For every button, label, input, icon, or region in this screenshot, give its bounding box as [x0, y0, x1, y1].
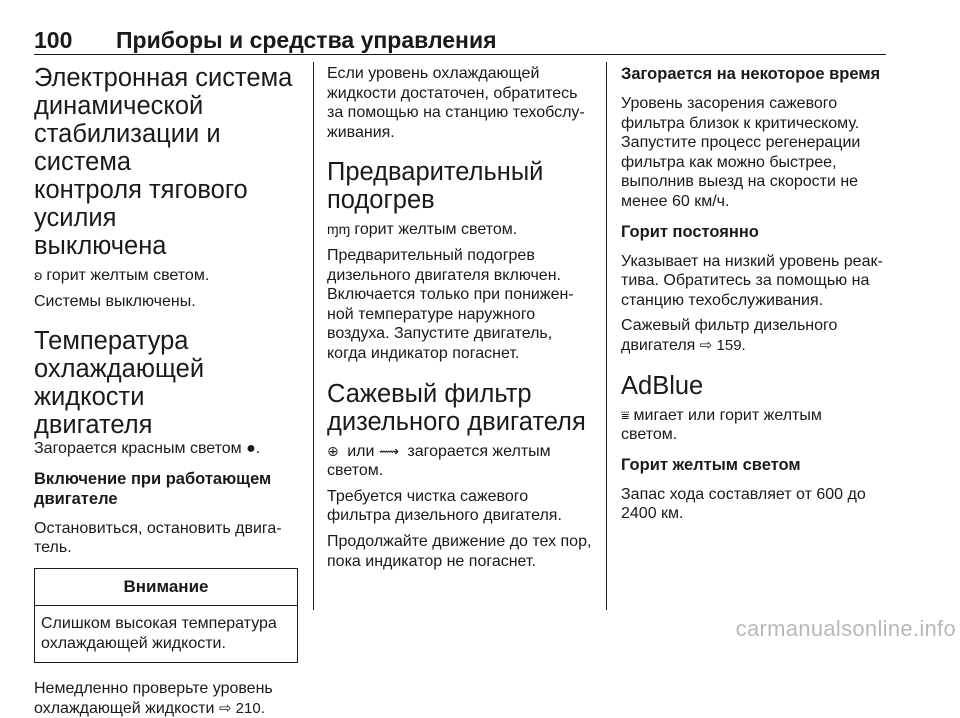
page-reference-link[interactable]: ⇨ 159. [699, 336, 746, 354]
coolant-status-text: Загорается красным светом ●. [34, 440, 261, 458]
page-reference-link[interactable]: ⇨ 210. [218, 699, 265, 717]
esc-off-icon: ꞝ [34, 267, 43, 283]
temporary-description-text: Уровень засорения сажевого фильтра близок к критическому. Запустите процесс регенерации фильтра как можно быстрее, выполнив выезд на скорости не менее 60 км/ч. [621, 95, 861, 210]
column-3 [621, 64, 889, 524]
column-2 [327, 64, 593, 571]
page-header [34, 26, 886, 55]
watermark: carmanualsonline.info [735, 616, 956, 641]
page-title: Приборы и средства управления [116, 27, 497, 53]
notice-body: Слишком высокая температура охлаждающей жидкости. [41, 614, 277, 652]
dpf-status-text: ⊕ или ⟿ загорается желтым светом. [327, 442, 551, 480]
preheat-description-text: Предварительный подогрев дизельного двигателя включен. Включается только при понижен‑ ной температуре наружного воздуха. Запустите двигатель, когда индикатор погаснет. [327, 246, 574, 362]
adblue-status-text: ⩸ мигает или горит желтым светом. [621, 406, 822, 444]
section-title-dpf: Сажевый фильтр дизельного двигателя [327, 379, 586, 436]
dpf-continue-text: Продолжайте движение до тех пор, пока индикатор не погаснет. [327, 532, 592, 570]
section-title-adblue: AdBlue [621, 371, 704, 400]
running-instruction-text: Остановиться, остановить двига‑ тель. [34, 519, 282, 557]
section-title-esc: Электронная система динамической стабилизации и система контроля тягового усилия выключена [34, 64, 293, 260]
particulate-filter-icon: ⊕ [327, 442, 339, 459]
section-title-preheat: Предварительный подогрев [327, 158, 544, 215]
column-divider [313, 62, 314, 610]
preheat-status-text: ɱɱ горит желтым светом. [327, 221, 518, 239]
subsection-title-yellow: Горит желтым светом [621, 455, 801, 474]
check-coolant-text: Немедленно проверьте уровень охлаждающей жидкости ⇨ 210. [34, 680, 273, 717]
adblue-icon: ⩸ [621, 406, 630, 423]
glow-plug-icon: ɱɱ [327, 221, 351, 238]
column-1 [34, 64, 298, 718]
section-title-coolant: Температура охлаждающей жидкости двигателя [34, 327, 205, 440]
page-number: 100 [34, 27, 73, 53]
esc-systems-off-text: Системы выключены. [34, 292, 196, 310]
subsection-title-temporary: Загорается на некоторое время [621, 65, 881, 83]
subsection-title-constant: Горит постоянно [621, 222, 759, 241]
range-description-text: Запас хода составляет от 600 до 2400 км. [621, 485, 866, 523]
esc-status-text: ꞝ горит желтым светом. [34, 267, 210, 284]
constant-description-text: Указывает на низкий уровень реак‑ тива. Обратитесь за помощью на станцию техобслуживания. [621, 252, 883, 309]
dpf-cleaning-text: Требуется чистка сажевого фильтра дизельного двигателя. [327, 487, 562, 525]
dpf-reference-text: Сажевый фильтр дизельного двигателя ⇨ 159. [621, 317, 838, 354]
coolant-continued-text: Если уровень охлаждающей жидкости достаточен, обратитесь за помощью на станцию техобслу‑ живания. [327, 65, 585, 141]
notice-heading: Внимание [35, 569, 297, 606]
warning-notice-box [34, 568, 298, 663]
column-divider [606, 62, 607, 610]
exhaust-pipe-icon: ⟿ [378, 442, 399, 459]
subsection-title-running: Включение при работающем двигателе [34, 469, 272, 508]
